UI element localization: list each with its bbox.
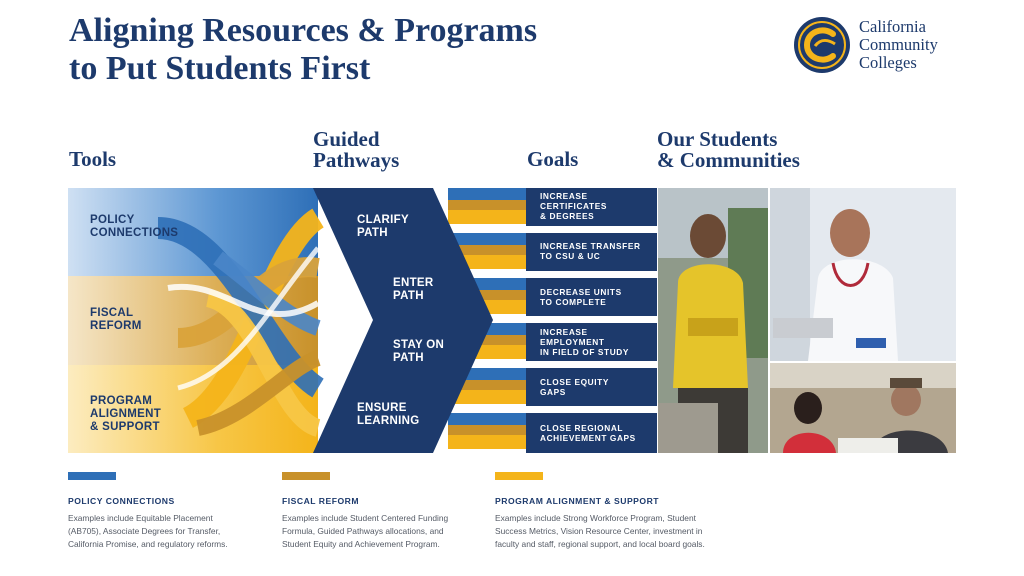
logo-line-1: California xyxy=(859,17,926,36)
page-title xyxy=(69,12,669,88)
policy-legend-bar xyxy=(68,472,116,480)
title-line-1: Aligning Resources & Programs xyxy=(69,12,538,49)
pathway-label-enter: ENTER PATH xyxy=(393,277,434,302)
goals-heading: Goals xyxy=(527,147,579,171)
fiscal-footer-line-1: Examples include Student Centered Funding xyxy=(282,513,449,523)
fiscal-footer-heading: FISCAL REFORM xyxy=(282,496,359,506)
program-footer-line-2: Success Metrics, Vision Resource Center, investment in xyxy=(495,526,703,536)
policy-footer-line-2: (AB705), Associate Degrees for Transfer, xyxy=(68,526,221,536)
tool-label-policy: POLICY CONNECTIONS xyxy=(90,214,179,239)
program-footer-text xyxy=(495,512,755,551)
program-footer-line-1: Examples include Strong Workforce Program, Student xyxy=(495,513,696,523)
program-footer-heading: PROGRAM ALIGNMENT & SUPPORT xyxy=(495,496,660,506)
photo-firefighter-student xyxy=(658,188,768,453)
photo-nursing-student xyxy=(770,188,956,361)
fiscal-footer-text xyxy=(282,512,492,551)
students-heading-line-2: & Communities xyxy=(657,148,800,172)
guided-pathways-heading xyxy=(313,129,453,171)
policy-footer-line-1: Examples include Equitable Placement xyxy=(68,513,213,523)
students-photo-collage xyxy=(658,188,956,453)
ccc-logo xyxy=(793,16,973,76)
policy-footer-text xyxy=(68,512,278,551)
fiscal-legend-bar xyxy=(282,472,330,480)
california-community-colleges-seal-icon xyxy=(793,16,851,74)
students-communities-heading xyxy=(657,129,877,171)
fiscal-footer-line-2: Formula, Guided Pathways allocations, and xyxy=(282,526,444,536)
tools-heading: Tools xyxy=(69,147,117,171)
goal-boxes xyxy=(526,188,657,453)
goal-label-6: CLOSE REGIONAL ACHIEVEMENT GAPS xyxy=(540,423,636,443)
pathway-label-stay: STAY ON PATH xyxy=(393,339,445,364)
policy-footer-heading: POLICY CONNECTIONS xyxy=(68,496,175,506)
tool-label-fiscal: FISCAL REFORM xyxy=(90,307,142,332)
students-heading-line-1: Our Students xyxy=(657,127,778,151)
goal-label-3: DECREASE UNITS TO COMPLETE xyxy=(540,287,622,307)
goal-label-1: INCREASE CERTIFICATES & DEGREES xyxy=(540,191,607,221)
title-line-2: to Put Students First xyxy=(69,50,371,87)
logo-line-2: Community xyxy=(859,35,938,54)
tool-label-program: PROGRAM ALIGNMENT & SUPPORT xyxy=(90,395,162,433)
program-footer-line-3: faculty and staff, regional support, and local board goals. xyxy=(495,539,705,549)
goal-label-2: INCREASE TRANSFER TO CSU & UC xyxy=(540,241,641,261)
goal-label-5: CLOSE EQUITY GAPS xyxy=(540,377,609,397)
pathway-label-ensure: ENSURE LEARNING xyxy=(357,402,420,427)
program-legend-bar xyxy=(495,472,543,480)
pathways-diagram xyxy=(68,188,658,453)
logo-wordmark xyxy=(859,18,938,72)
logo-line-3: Colleges xyxy=(859,53,917,72)
guided-pathways-line-1: Guided xyxy=(313,127,380,151)
pathway-label-clarify: CLARIFY PATH xyxy=(357,214,409,239)
fiscal-footer-line-3: Student Equity and Achievement Program. xyxy=(282,539,440,549)
goal-label-4: INCREASE EMPLOYMENT IN FIELD OF STUDY xyxy=(540,327,630,357)
policy-footer-line-3: California Promise, and regulatory reforms. xyxy=(68,539,228,549)
photo-tutoring-students xyxy=(770,363,956,453)
guided-pathways-line-2: Pathways xyxy=(313,148,400,172)
